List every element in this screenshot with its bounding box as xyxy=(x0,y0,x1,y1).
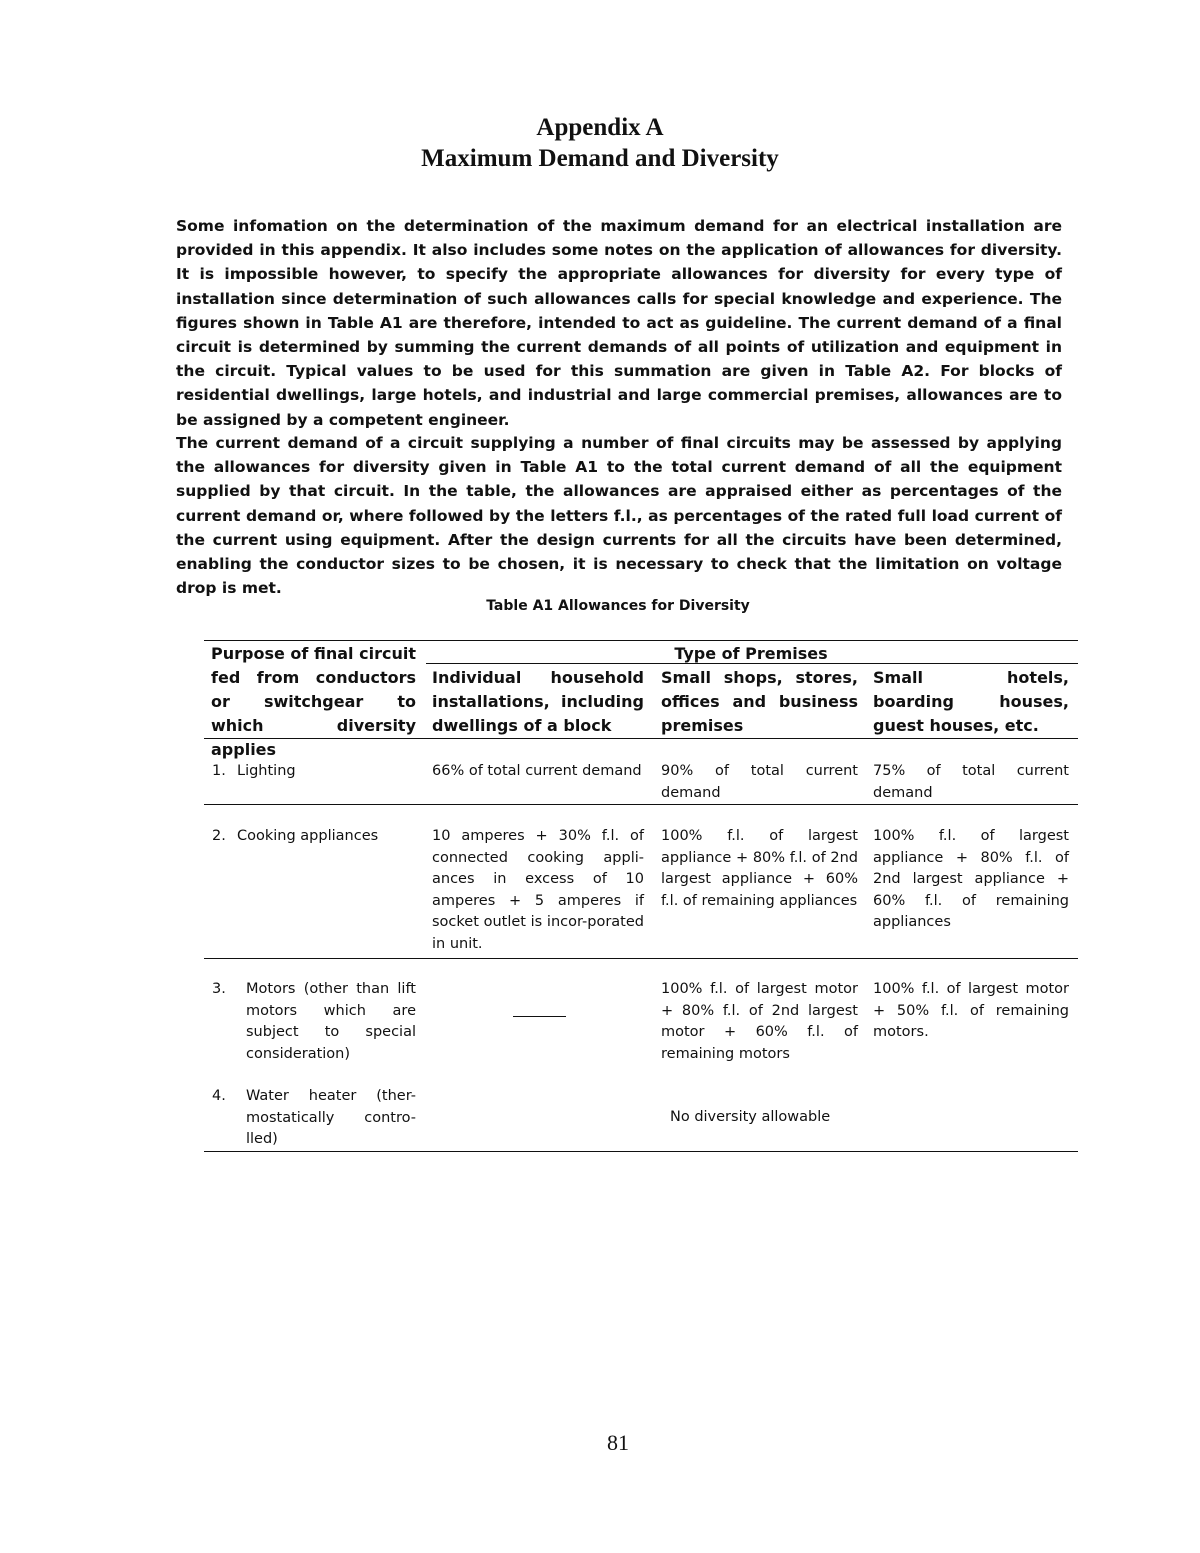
row2-household: 10 amperes + 30% f.l. of connected cooking appli-ances in excess of 10 amperes + 5 amperes if socket outlet is incor-porated in unit. xyxy=(432,828,644,952)
row3-household-blank-dash xyxy=(513,1016,566,1017)
table-bottom-rule xyxy=(204,1151,1078,1152)
appendix-title: Appendix A xyxy=(536,114,664,141)
intro-paragraph: Some infomation on the determination of the maximum demand for an electrical installation are provided in this appendix. It also includes some notes on the application of allowances for diversity. It is impossible however, to specify the appropriate allowances for diversity for every type of installation since determination of such allowances calls for special knowledge and experience. The figures shown in Table A1 are therefore, intended to act as guideline. The current demand of a final circuit is determined by summing the current demands of all points of utilization and equipment in the circuit. Typical values to be used for this summation are given in Table A2. For blocks of residential dwellings, large hotels, and industrial and large commercial premises, allowances are to be assigned by a competent engineer. xyxy=(176,217,1062,429)
table-top-rule xyxy=(204,640,1078,641)
row1-purpose: Lighting xyxy=(237,763,296,779)
row1-number: 1. xyxy=(212,763,226,779)
row1-household: 66% of total current demand xyxy=(432,763,642,779)
row4-no-diversity: No diversity allowable xyxy=(670,1109,831,1125)
row2-hotels: 100% f.l. of largest appliance + 80% f.l. of 2nd largest appliance + 60% f.l. of remaining appliances xyxy=(873,828,1069,930)
diversity-paragraph: The current demand of a circuit supplying a number of final circuits may be assessed by applying the allowances for diversity given in Table A1 to the total current demand of all the equipment supplied by that circuit. In the table, the allowances are appraised either as percentages of the current demand or, where followed by the letters f.l., as percentages of the rated full load current of the current using equipment. After the design currents for all the circuits have been determined, enabling the conductor sizes to be chosen, it is necessary to check that the limitation on voltage drop is met. xyxy=(176,434,1062,598)
header-col-shops: Small shops, stores, offices and business premises xyxy=(661,668,858,735)
appendix-subtitle: Maximum Demand and Diversity xyxy=(421,145,779,172)
header-col-hotels: Small hotels, boarding houses, guest houses, etc. xyxy=(873,668,1069,735)
page-number: 81 xyxy=(607,1430,629,1455)
row2-bottom-rule xyxy=(204,958,1078,959)
row3-number: 3. xyxy=(212,981,226,997)
row3-hotels: 100% f.l. of largest motor + 50% f.l. of remaining motors. xyxy=(873,981,1069,1040)
row1-bottom-rule xyxy=(204,804,1078,805)
header-col-household: Individual household installations, including dwellings of a block xyxy=(432,668,644,735)
row2-number: 2. xyxy=(212,828,226,844)
row3-purpose: Motors (other than lift motors which are subject to special consideration) xyxy=(246,981,416,1062)
header-type-of-premises: Type of Premises xyxy=(674,644,828,663)
row3-shops: 100% f.l. of largest motor + 80% f.l. of 2nd largest motor + 60% f.l. of remaining motors xyxy=(661,981,858,1062)
row1-hotels: 75% of total current demand xyxy=(873,763,1069,801)
row4-purpose: Water heater (ther-mostatically contro-lled) xyxy=(246,1088,416,1147)
row2-purpose: Cooking appliances xyxy=(237,828,379,844)
row4-number: 4. xyxy=(212,1088,226,1104)
row1-shops: 90% of total current demand xyxy=(661,763,858,801)
header-purpose: Purpose of final circuit fed from conductors or switchgear to which diversity applies xyxy=(211,644,416,759)
table-caption: Table A1 Allowances for Diversity xyxy=(486,598,750,614)
row2-shops: 100% f.l. of largest appliance + 80% f.l. of 2nd largest appliance + 60% f.l. of remaining appliances xyxy=(661,828,858,909)
